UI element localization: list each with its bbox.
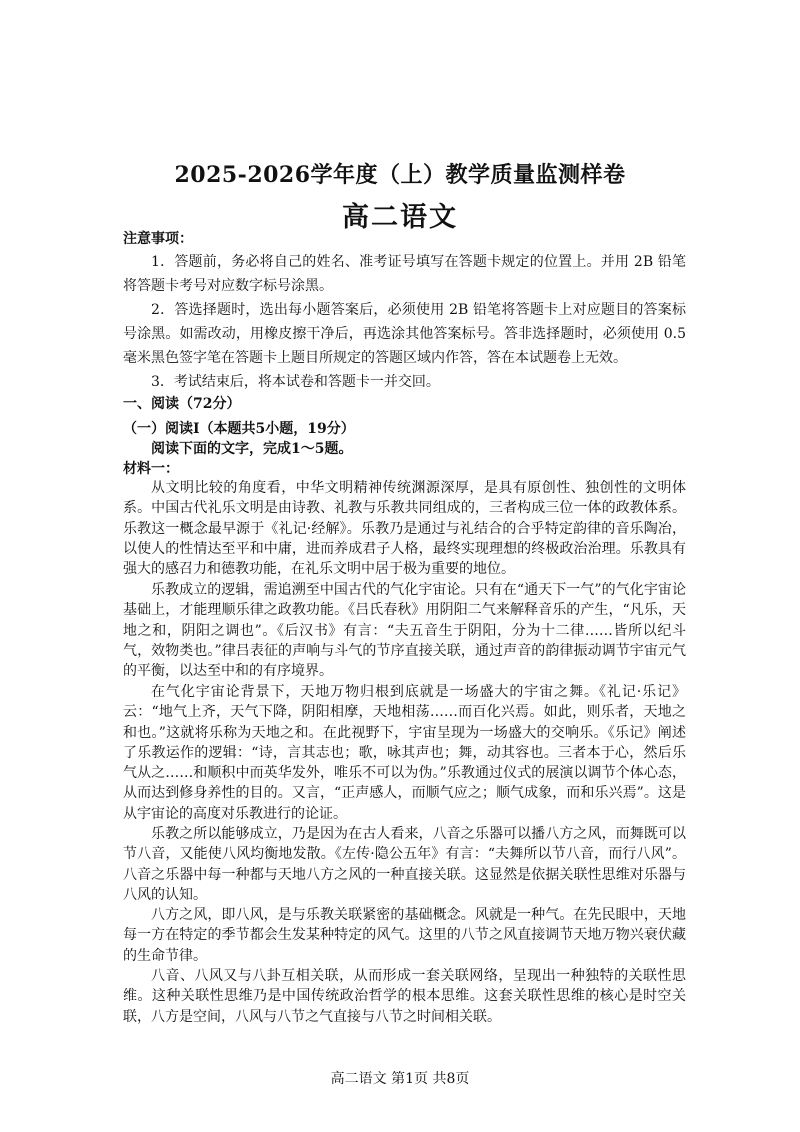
- page-footer: 高二语文 第1页 共8页: [330, 1071, 470, 1087]
- material-label: 材料一：: [123, 461, 179, 477]
- notice-heading: 注意事项：: [123, 231, 193, 247]
- notice-item-2: 2．答选择题时，选出每小题答案后，必须使用 2B 铅笔将答题卡上对应题目的答案标号涂黑。如需改动，用橡皮擦干净后，再选涂其他答案标号。答非选择题时，必须使用 0.5 毫米黑色签字笔在答题卡上题目所规定的答题区域内作答，答在本试题卷上无效。: [123, 302, 686, 366]
- paragraph-4: 乐教之所以能够成立，乃是因为在古人看来，八音之乐器可以播八方之风，而舞既可以节八音，又能使八风均衡地发散。《左传·隐公五年》有言：“夫舞所以节八音，而行八风”。八音之乐器中每一种都与天地八方之风的一种直接关联。这显然是依据关联性思维对乐器与八风的认知。: [123, 826, 686, 903]
- reading-instruction: 阅读下面的文字，完成1～5题。: [151, 441, 353, 457]
- paragraph-1: 从文明比较的角度看，中华文明精神传统渊源深厚，是具有原创性、独创性的文明体系。中国古代礼乐文明是由诗教、礼教与乐教共同组成的，三者构成三位一体的政教体系。乐教这一概念最早源于《礼记·经解》。乐教乃是通过与礼结合的合乎特定韵律的音乐陶冶，以使人的性情达至平和中庸，进而养成君子人格，最终实现理想的终极政治治理。乐教具有强大的感召力和德教功能，在礼乐文明中居于极为重要的地位。: [123, 480, 686, 578]
- paragraph-6: 八音、八风又与八卦互相关联，从而形成一套关联网络，呈现出一种独特的关联性思维。这种关联性思维乃是中国传统政治哲学的根本思维。这套关联性思维的核心是时空关联，八方是空间，八风与八节之气直接与八节之时间相关联。: [123, 968, 686, 1025]
- notice-item-3: 3．考试结束后，将本试卷和答题卡一并交回。: [151, 374, 440, 390]
- section-heading: 一、阅读（72分）: [123, 396, 241, 412]
- paragraph-3: 在气化宇宙论背景下，天地万物归根到底就是一场盛大的宇宙之舞。《礼记·乐记》云：“地气上齐，天气下降，阴阳相摩，天地相荡……而百化兴焉。如此，则乐者，天地之和也。”这就将乐称为天地之和。在此视野下，宇宙呈现为一场盛大的交响乐。《乐记》阐述了乐教运作的逻辑：“诗，言其志也；歌，咏其声也；舞，动其容也。三者本于心，然后乐气从之……和顺积中而英华发外，唯乐不可以为伪。”乐教通过仪式的展演以调节个体心态，从而达到修身养性的目的。又言，“正声感人，而顺气应之；顺气成象，而和乐兴焉”。这是从宇宙论的高度对乐教进行的论证。: [123, 684, 686, 822]
- sub-section-heading: （一）阅读Ⅰ（本题共5小题，19分）: [123, 421, 355, 437]
- paragraph-5: 八方之风，即八风，是与乐教关联紧密的基础概念。风就是一种气。在先民眼中，天地每一方在特定的季节都会生发某种特定的风气。这里的八节之风直接调节天地万物兴衰伏藏的生命节律。: [123, 907, 686, 964]
- exam-title: 2025-2026学年度（上）教学质量监测样卷: [174, 162, 626, 188]
- subject-title: 高二语文: [342, 202, 458, 233]
- paragraph-2: 乐教成立的逻辑，需追溯至中国古代的气化宇宙论。只有在“通天下一气”的气化宇宙论基础上，才能理顺乐律之政教功能。《吕氏春秋》用阴阳二气来解释音乐的产生，“凡乐，天地之和，阴阳之调也”。《后汉书》有言：“夫五音生于阴阳，分为十二律……皆所以纪斗气，效物类也。”律吕表征的声响与斗气的节序直接关联，通过声音的韵律振动调节宇宙元气的平衡，以达至中和的有序境界。: [123, 582, 686, 680]
- notice-item-1: 1．答题前，务必将自己的姓名、准考证号填写在答题卡规定的位置上。并用 2B 铅笔将答题卡考号对应数字标号涂黑。: [123, 254, 686, 294]
